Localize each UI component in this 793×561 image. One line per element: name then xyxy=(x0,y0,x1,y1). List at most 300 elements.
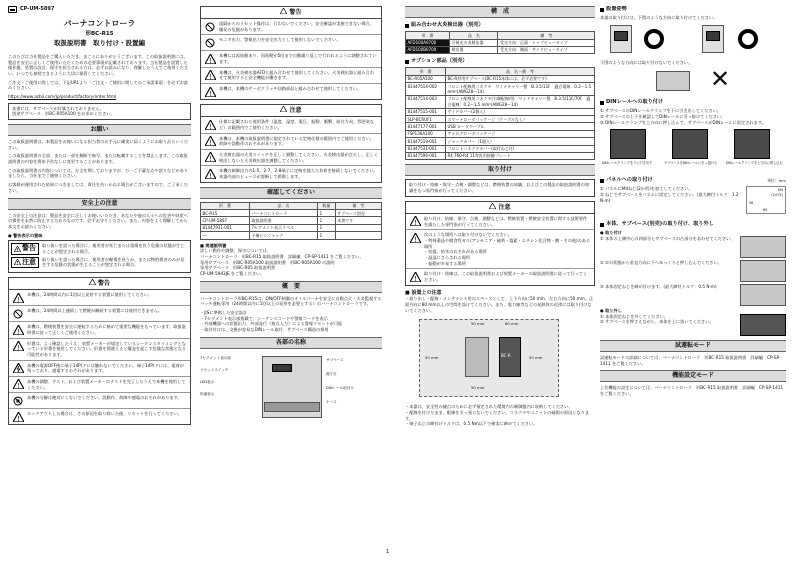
caution-item xyxy=(406,214,594,229)
table-row xyxy=(406,130,595,137)
table-cell: 受光方向：側面 サイドビュータイプ xyxy=(498,46,595,53)
test-mode-text: 試運転モードの詳細については、バーナコントローラ 形BC-R15 取扱説明書 詳細編 CP-SP-1411 をご覧ください。 xyxy=(600,354,781,366)
table-row xyxy=(406,75,595,82)
warning-legend xyxy=(8,240,191,273)
warning-item xyxy=(9,376,190,392)
setchi-item: ・取り出し・配線・メンテナンス用のスペースとして、上下方向に50 mm、左右方向に50 mm、正面方向に80 mm以上の空間を設けてください。また、電力線等などの発熱体の近傍には取り付けないでください。 xyxy=(405,296,594,313)
setchi-shisei-text: 設置姿勢 xyxy=(606,6,627,12)
table-cell: 本書です xyxy=(335,217,381,224)
section-overview: 概 要 xyxy=(200,281,382,293)
warning-triangle-icon xyxy=(12,292,24,303)
table-row xyxy=(406,116,595,123)
caution-list-3 xyxy=(405,214,595,286)
caution-item xyxy=(201,165,381,181)
svg-text:!: ! xyxy=(208,171,212,179)
svg-text:!: ! xyxy=(16,414,20,422)
legend-warning-label xyxy=(11,243,39,254)
legend-caution-word: 注意 xyxy=(22,257,36,266)
table-header: 備 考 xyxy=(335,202,381,209)
warning-header-text: 警告 xyxy=(98,280,111,288)
unit-note: 単位：mm xyxy=(767,178,786,184)
legend-warning-row xyxy=(11,243,188,254)
warning-triangle-icon xyxy=(12,324,24,335)
table-cell: BC-R15 xyxy=(201,210,250,217)
detach-step: ① 本体固定ねじを外してください。 xyxy=(600,313,668,319)
table-cell: 可視光火炎検出器 xyxy=(450,39,498,46)
warning-text: 遠隔からのリセット操作は、行わないでください。安全確認が実施できない場合、爆発の危険があります。 xyxy=(219,21,374,32)
caution-triangle-icon xyxy=(204,168,216,179)
din-figure xyxy=(600,125,786,173)
warning-text: 本機の分解は絶対にしないでください。誤動作、故障や感電のおそれがあります。 xyxy=(27,395,182,401)
attach-step: ① 本体の上側中心の四部分とサブベースの凸部分をあわせてください。 xyxy=(600,236,735,242)
detector-table xyxy=(405,31,595,54)
attach-figure-2 xyxy=(740,260,786,282)
detach-heading: ● 取り外し xyxy=(600,308,622,314)
part-label: DINレール取付け xyxy=(326,385,355,390)
attach-figure-1 xyxy=(740,236,786,258)
table-header-row xyxy=(406,32,595,39)
caution-text: ・特殊薬品や腐食性ガス(アンモニア・硫黄・塩素・エチレン化合物・酸・その他)のある場所 xyxy=(424,237,591,249)
panel-row xyxy=(600,186,786,217)
column-2 xyxy=(200,6,382,429)
din-unit-3 xyxy=(734,129,770,159)
orientation-unit-1-face xyxy=(614,31,628,41)
onegai-text-4: お客様が運用された結果につきましては、責任を負いかねる場合がございますので、ご了承ください。 xyxy=(8,182,188,193)
doc-code: CP-UM-5897 xyxy=(20,6,55,13)
square-bullet-icon xyxy=(600,8,604,12)
function-mode-text: 上位機能の設定については、バーナコントローラ 形BC-R15 取扱説明書 詳細編 CP-SP-1411 をご覧ください。 xyxy=(600,385,784,396)
seven-seg-display xyxy=(272,364,292,372)
table-header: 品 名・備 考 xyxy=(446,68,595,75)
section-part-names: 各部の名称 xyxy=(200,337,382,349)
table-cell: スマートローダパッケージ（ケーブルなし） xyxy=(446,116,595,123)
attach-heading: ● 取り付け xyxy=(600,230,622,236)
warning-item xyxy=(9,290,190,305)
caution-triangle-icon xyxy=(409,271,421,282)
caution-item xyxy=(406,268,594,284)
caution-text: 仕様に記載された使用条件（温度、湿度、電圧、振動、衝撃、取付方向、雰囲気など）の範囲内でご使用ください。 xyxy=(219,119,374,130)
part-label: LED表示 xyxy=(200,379,215,384)
table-cell: 81447531-001 xyxy=(406,145,446,152)
table-cell: サイドカバー(2個入) xyxy=(446,108,595,115)
panel-heading-text: パネルへの取り付け xyxy=(606,177,653,184)
svg-text:!: ! xyxy=(16,327,20,335)
table-cell xyxy=(335,224,381,231)
table-row xyxy=(406,152,595,159)
warning-triangle-icon xyxy=(12,341,24,352)
unit-label: BC-R xyxy=(501,353,511,359)
option-heading-text: オプション部品（別売） xyxy=(411,58,468,65)
din-unit-2 xyxy=(672,129,708,159)
caution-text: 取り付け・結線は、この取扱説明書および装置メーカーの取扱説明書に従って行ってください。 xyxy=(424,271,588,282)
caution-text: ・振動が多発する場所 xyxy=(424,260,466,266)
warning-triangle-icon xyxy=(89,279,96,285)
table-cell: フロントコネクタカバー(取付ねじ付) xyxy=(446,145,595,152)
attach-figure-3 xyxy=(740,284,786,306)
panel-step: ① パネルにM4ねじ(2か所)を加工してください。 xyxy=(600,186,693,192)
overview-bullet: ・取付付けは、交換が容易なDINレール取付、サブベース構造の採用 xyxy=(200,327,329,333)
related-text: 詳しい動作や調整、保守については、 xyxy=(200,248,272,254)
onegai-text-3: この取扱説明書の内容については、万全を期しておりますが、万一ご不審な点や誤りなどがありましたら、当社までご連絡ください。 xyxy=(8,167,188,179)
section-safety: 安全上の注意 xyxy=(8,198,191,210)
svg-text:!: ! xyxy=(16,343,20,352)
overview-bullet: ・JISに準拠した安全設計 xyxy=(200,310,248,316)
caution-item xyxy=(406,229,594,268)
svg-text:!: ! xyxy=(16,382,20,390)
table-row xyxy=(406,108,595,115)
related-text: バーナコントローラ 形BC-R15 取扱説明書 詳細編 CP-SP-1411 をご覧ください。 xyxy=(200,253,364,259)
warning-item xyxy=(201,34,381,50)
warning-item xyxy=(9,338,190,360)
warning-text: 本機は、燃焼装置を安全に運転するために極めて重要な機能をもっています。取扱説明書に従って正しくご使用ください。 xyxy=(27,324,186,335)
warning-text: 本機は、本機のサーボクラッチ回路部品と組み合わせて使用してください。 xyxy=(219,86,362,92)
legend-caution-label xyxy=(11,257,39,268)
attach-row-2 xyxy=(600,260,786,282)
table-cell: AFD100A0700 xyxy=(406,39,450,46)
related-text: CP-UM-5943JE をご覧ください。 xyxy=(200,271,265,276)
orientation-unit-ng xyxy=(656,71,690,91)
x-ng-icon: ✕ xyxy=(710,65,731,94)
warning-text: ロックアウトした場合は、その原因を取り除いた後、リセットを行ってください。 xyxy=(27,411,182,417)
product-model: 形BC-R15 xyxy=(85,30,114,37)
dim-label: 50 mm xyxy=(529,355,543,361)
table-cell: 1 xyxy=(318,210,336,217)
overview-bullet: ・7セグメント表示部搭載で、シーケンスコードや警報コードを表示 xyxy=(200,315,328,321)
warning-triangle-icon xyxy=(204,70,216,81)
prohibit-icon xyxy=(204,21,216,32)
din-figure-label: DINレールクランプを下に引き出す xyxy=(602,161,653,166)
panel-dim: 56 xyxy=(749,201,754,206)
column-1 xyxy=(8,6,191,429)
setchi-item: ・本器は、安全性の観点のために必ず指定された環境内の制御盤内に収納してください。 xyxy=(405,404,573,410)
azbil-logo-icon xyxy=(8,6,17,13)
caution-text: 取り付け、結線、保守、点検、調整などは、燃焼装置・燃焼安全装置に関する技術要件を満たした専門家が行ってください。 xyxy=(424,215,588,227)
caution-triangle-icon xyxy=(204,119,216,130)
caution-header-text: 注意 xyxy=(498,203,511,211)
kumiawase-heading-text: 組み合わせ火炎検出器（別売） xyxy=(411,22,484,29)
table-row xyxy=(406,145,595,152)
table-row xyxy=(406,123,595,130)
warning-text: 形番は、よく確認したうえ、装置メーカーが規定しているシーケンスタイミングとなっている形番を使用してください。形番を間違えると爆発を起こす危険な状態となる可能性があります。 xyxy=(27,340,187,357)
part-label: ケース xyxy=(326,399,337,404)
legend-warning-word: 警告 xyxy=(22,244,36,253)
warning-item xyxy=(201,67,381,83)
square-bullet-icon xyxy=(600,223,604,227)
caution-triangle-icon xyxy=(409,216,421,227)
circle-ok-icon xyxy=(644,29,664,49)
table-cell: 検出器 xyxy=(450,46,498,53)
notice-line-1: 本書には、サブベースが付属されておりません。 xyxy=(12,105,105,111)
caution-header-3 xyxy=(405,201,595,214)
overview-text: バーナコントローラ形BC-R15は、ON/OFF制御のオイルバーナを安全に自動点火・火炎監視するバッチ運転専用（24時間以内に1回以上の発停を必要とする）のバーナコントローラです。 xyxy=(200,295,382,307)
square-bullet-icon xyxy=(600,101,604,105)
caution-triangle-icon xyxy=(280,106,287,112)
caution-text: 本機の制御出力の1-5、2-7、2-8端子に定格を越えた負荷を接続しないでください。本器内部のヒューズが溶断して損傷します。 xyxy=(219,168,378,179)
column-3 xyxy=(405,6,595,427)
table-row xyxy=(201,232,382,239)
din-step: ② サブベースの上下を確認してDINレールに引っ掛けてください。 xyxy=(600,114,726,120)
svg-text:!: ! xyxy=(16,260,19,266)
warning-text: 本機には再始動あり、再始動が5回まで自動繰り返しで行われるように調整されています。 xyxy=(219,53,377,65)
warning-header-text: 警告 xyxy=(289,9,302,16)
section-toritsuke: 取り付け xyxy=(405,164,595,176)
caution-triangle-icon xyxy=(14,259,21,265)
caution-item xyxy=(201,133,381,149)
honntai-heading xyxy=(600,221,786,228)
related-text: 専用サブベース 形BC-R05 取扱説明書 xyxy=(200,265,276,271)
part-label: 形番表示 xyxy=(200,391,215,396)
table-cell: BC-R05A100 xyxy=(406,75,446,82)
caution-text: 火炎検出器の火炎スイッチを正しく調整してください。火炎検出器が点火し、正しく検出しないと火炎検出器を調整してください。 xyxy=(219,151,378,163)
panel-dim: 60 xyxy=(763,208,768,213)
table-cell: 取扱説明書 xyxy=(249,217,317,224)
table-cell: 81447931-001 xyxy=(201,224,250,231)
setchi-ng-instruction: 下図のような方向には取り付けないでください。 xyxy=(600,59,693,65)
legend-caution-row xyxy=(11,257,188,268)
related-text: 専用サブベース 形BC-R05A100 取扱説明書 形BC-R05A100 の説明 xyxy=(200,259,335,265)
caution-list-2 xyxy=(200,117,382,182)
table-cell: 1 xyxy=(318,224,336,231)
warning-item xyxy=(9,321,190,337)
left-unit xyxy=(465,337,489,377)
table-header-row xyxy=(406,68,595,75)
section-kousei: 構 成 xyxy=(405,6,595,18)
svg-text:!: ! xyxy=(208,122,212,130)
symbol-heading: ● 警告表示の意味 xyxy=(8,232,43,238)
warning-header-1 xyxy=(8,277,191,290)
square-bullet-icon xyxy=(405,24,409,28)
overview-bullet: ・外部機器への状態出力、外部発行（接点入力）による警報リセットが可能 xyxy=(200,321,343,327)
orientation-ok-figure xyxy=(600,21,786,57)
attach-step: ③ 本体固定ねじを締め付けます。(最大締付トルク：0.5 N·m) xyxy=(600,284,717,290)
svg-text:!: ! xyxy=(413,274,417,282)
warning-text: 本機の電源OFF後に端子14P(ドには触れないでください。端子14P(ドには、電荷が残っており、感電するおそれがあります。 xyxy=(27,362,184,374)
table-cell: ジャックカバー（1個入） xyxy=(446,138,595,145)
part-label: 7セグメント表示部 xyxy=(200,355,231,360)
setchi-item: ・配線を付けたまま、配線を引っ張らないでください。コネクタやユニットの破損の原因となります。 xyxy=(405,410,590,421)
table-cell: BC-R形用サブベース(BC-R15本体には、必ず必要です) xyxy=(446,75,595,82)
table-header: 形 番 xyxy=(201,202,250,209)
safety-text: この安全上の注意は、製品を安全に正しくお使いいただき、あなたや他の人々への危害や財産への損害を未然に防止するためのものです。必ずお守りください。また、内容をよく理解してから本文をお読みください。 xyxy=(8,212,188,229)
dim-label: 80 mm xyxy=(505,321,519,327)
svg-text:!: ! xyxy=(208,56,212,64)
table-row xyxy=(201,210,382,217)
svg-text:!: ! xyxy=(413,219,417,227)
caution-triangle-icon xyxy=(409,232,421,243)
caution-text: ・結露、結氷のおそれがある場所 xyxy=(424,249,487,255)
prohibit-icon xyxy=(12,308,24,319)
table-row xyxy=(406,95,595,108)
table-header: 備 考 xyxy=(498,32,595,39)
table-cell: 受光方向：正面 トップビュータイプ xyxy=(498,39,595,46)
warning-list-1 xyxy=(8,290,191,425)
table-header: 品 名 xyxy=(450,32,498,39)
warning-triangle-icon xyxy=(12,379,24,390)
panel-steps xyxy=(600,186,742,217)
table-cell: 1 xyxy=(318,232,336,239)
doc-code-header xyxy=(8,6,191,13)
table-row xyxy=(406,46,595,53)
svg-text:!: ! xyxy=(208,155,212,163)
din-step: ③ DINレールクランプを上方向に押し込んで、サブベースがDINレールに固定されます。 xyxy=(600,119,766,125)
circle-ok-icon xyxy=(738,29,758,49)
table-cell: フロント配線用コネクタ(右側配線用) ワイドキャリー製 B.3.5/11F/70F 適合電線：0.2～1.5 mm²(AWG28～14) xyxy=(446,95,595,108)
table-header: 品 名 xyxy=(249,202,317,209)
warning-triangle-icon xyxy=(280,8,287,14)
electric-shock-icon xyxy=(12,363,24,374)
table-header: 数量 xyxy=(318,202,336,209)
caution-multi xyxy=(424,232,591,266)
caution-item xyxy=(201,149,381,165)
caution-header-text: 注意 xyxy=(289,107,302,115)
orientation-ng-figure xyxy=(600,65,786,95)
toritsuke-box: 取り付け・結線・保守・点検・調整などは、燃焼装置の知識、およびこの製品の取扱説明書の知識をもつ専門家が行ってください。 xyxy=(405,179,595,196)
warning-item xyxy=(9,305,190,321)
warning-item xyxy=(9,408,190,424)
caution-triangle-icon xyxy=(204,152,216,163)
table-cell: AFD100B0700 xyxy=(406,46,450,53)
din-unit-1 xyxy=(610,129,646,159)
legend-caution-desc: 取り扱いを誤った場合に、使用者が軽傷を負うか、または物的損害のみが発生する危険の状態が生じることが想定される場合。 xyxy=(42,256,185,268)
din-figure-label: サブベースをDINレールに引っ掛ける xyxy=(664,161,718,166)
page-number: 1 xyxy=(386,549,390,555)
svg-text:!: ! xyxy=(208,73,212,81)
order-url[interactable]: https://www.azbil.com/jp/product/factory/order.html xyxy=(8,94,117,100)
section-function-mode: 機能設定モード xyxy=(600,370,786,382)
setchi-shisei-heading xyxy=(600,6,786,13)
table-row xyxy=(406,138,595,145)
clearance-diagram xyxy=(405,315,595,401)
detach-figure xyxy=(740,314,786,336)
dim-label: 50 mm xyxy=(425,355,439,361)
setchi-item: ・端子ねじの締付けトルクは、0.5 Nm以下で確実に締めてください。 xyxy=(405,421,538,427)
caution-text: ・温湿にさらされる場所 xyxy=(424,254,471,260)
warning-text: 本機の調整、テスト、および装置メーカーのテストを完了したうえで本機を使用してください。 xyxy=(27,378,186,390)
table-cell: CP-UM-5897 xyxy=(201,217,250,224)
table-cell: ― xyxy=(201,232,250,239)
related-heading: ■ 関連説明書 xyxy=(200,242,227,248)
warning-item xyxy=(9,360,190,376)
caution-item xyxy=(201,117,381,132)
dim-label: 50 mm xyxy=(471,385,485,391)
din-heading-text: DINレールへの取り付け xyxy=(606,99,664,106)
din-heading xyxy=(600,99,786,106)
onegai-text-2: この取扱説明書の全部、または一部を無断で複写、または転載することを禁止します。この取扱説明書の内容を将来予告なしに変更することがあります。 xyxy=(8,153,188,165)
setchi-instruction: 本器の取り付けは、下図のような方向に取り付けてください。 xyxy=(600,15,718,21)
table-header: 形 番 xyxy=(406,68,446,75)
table-cell: フロント配線用コネクタ ワイドキャリー製 B.3.5/11F 適合電線：0.2～1.5 mm²(AWG28～14) xyxy=(446,83,595,96)
square-bullet-icon xyxy=(600,179,604,183)
orientation-unit-2-face xyxy=(706,31,720,41)
table-header-row xyxy=(201,202,382,209)
table-cell: 81447515-001 xyxy=(406,108,446,115)
caution-triangle-icon xyxy=(489,203,496,209)
detach-row xyxy=(600,314,786,336)
table-cell: 81447514-002 xyxy=(406,83,446,96)
svg-text:!: ! xyxy=(413,235,417,243)
table-cell: FSP136A100 xyxy=(406,130,446,137)
din-step: ① サブベースのDINレールクランプを下に引き出してください。 xyxy=(600,108,722,114)
warning-text: モニタ出力、警報出力を安全出力として使用しないでください。 xyxy=(219,37,341,43)
contents-table xyxy=(200,202,382,240)
kumiawase-heading xyxy=(405,22,595,29)
part-label: サブベース xyxy=(326,357,344,362)
panel-heading xyxy=(600,177,786,184)
table-header: 形 番 xyxy=(406,32,450,39)
product-title: バーナコントローラ xyxy=(63,19,136,28)
manual-title: 取扱説明書 取り付け・設置編 xyxy=(54,39,145,48)
table-cell: バーナコントローラ xyxy=(249,210,317,217)
warning-item xyxy=(9,392,190,408)
caution-header-2 xyxy=(200,104,382,117)
subbase-notice-box xyxy=(8,103,191,120)
part-names-figure xyxy=(200,352,382,426)
svg-text:!: ! xyxy=(16,247,19,252)
din-figure-label: DINレールクランプを上方向に押し込む xyxy=(726,161,783,166)
svg-text:!: ! xyxy=(16,295,20,303)
setchi-heading: ■ 設置上の注意 xyxy=(405,289,442,296)
order-notice: ご注文・ご使用に際しては、下記URLより「ご注文・ご使用に関してのご承諾事項」を必ずお読みください。 xyxy=(8,79,188,91)
table-row xyxy=(201,217,382,224)
option-table xyxy=(405,67,595,160)
table-cell: アナログローダパッケージ xyxy=(446,130,595,137)
panel-step: ② ねじでサブベースをパネルに固定してください。(最大締付トルク：1.2 N·m) xyxy=(600,192,739,203)
intro-paragraph: このたびは当社製品をご購入いただき、まことにありがとうございます。この取扱説明書には、製品を安全に正しくご使用いただくための必要事項が記載されております。当社製品を設置した操作盤、装置の設計、保守を担当される方は、必ずお読みになり、理解したうえでご使用ください。いつでも参照できるように大切に保管してください。 xyxy=(8,53,189,76)
warning-triangle-icon xyxy=(204,53,216,64)
caution-text: 次のような場所へは取り付けないでください。 xyxy=(424,232,512,238)
warning-triangle-icon xyxy=(204,86,216,97)
svg-text:!: ! xyxy=(208,89,212,97)
disassembly-prohibit-icon xyxy=(12,395,24,406)
table-cell: 予備ピンジャック xyxy=(249,232,317,239)
table-cell: サブベース別売 xyxy=(335,210,381,217)
attach-row-1 xyxy=(600,236,786,258)
table-cell: 81447519-001 xyxy=(406,138,446,145)
panel-dim: (2か所) xyxy=(771,193,783,198)
onegai-text-1: この取扱説明書は、本製品をお使いになる担当者のお手元に確実に届くようにお取り計らいください。 xyxy=(8,139,189,150)
panel-hole-figure xyxy=(746,186,786,214)
part-label: リセットスイッチ xyxy=(200,367,229,372)
warning-item xyxy=(201,50,381,66)
warning-triangle-icon xyxy=(12,411,24,422)
caution-triangle-icon xyxy=(204,136,216,147)
table-cell: USB ローダケーブル xyxy=(446,123,595,130)
warning-item xyxy=(201,19,381,34)
detach-steps xyxy=(600,314,736,336)
detach-step: ② サブベースを押さえながら、本体を上に抜いてください。 xyxy=(600,319,714,325)
warning-item xyxy=(201,83,381,99)
table-row xyxy=(201,224,382,231)
caution-text: 本機は、本機の取扱説明書に規定されている定格仕様の範囲内でご使用ください。故障や誤動作のおそれがあります。 xyxy=(219,135,374,147)
warning-header-2 xyxy=(200,6,382,19)
table-cell: 81447596-001 xyxy=(406,152,446,159)
notice-line-2: 別途サブベース 形BC-R05A100 をお求めください。 xyxy=(12,111,115,117)
table-cell: SLP-BCRUF1 xyxy=(406,116,446,123)
table-row xyxy=(406,83,595,96)
terminal-block xyxy=(264,402,320,412)
part-label: 端子台 xyxy=(326,371,337,376)
honntai-heading-text: 本体、サブベース(別売)の取り付け、取り外し xyxy=(606,221,714,228)
prohibit-icon xyxy=(204,37,216,48)
table-row xyxy=(406,39,595,46)
table-cell: R4 760-R4 11等汎用接触プレート xyxy=(446,152,595,159)
dim-label: 50 mm xyxy=(471,321,485,327)
table-cell: 7セグメント表示ラベル xyxy=(249,224,317,231)
warning-triangle-icon xyxy=(14,246,21,252)
attach-step: ② ①の状態から垂直方向に下へゆっくりと押し込んでください。 xyxy=(600,260,722,266)
table-cell xyxy=(335,232,381,239)
warning-text: 本機は、火炎検出器AFDと組み合わせて使用してください。火炎検出器と組み合わせて使用すると安全機能が働きます。 xyxy=(219,69,375,81)
